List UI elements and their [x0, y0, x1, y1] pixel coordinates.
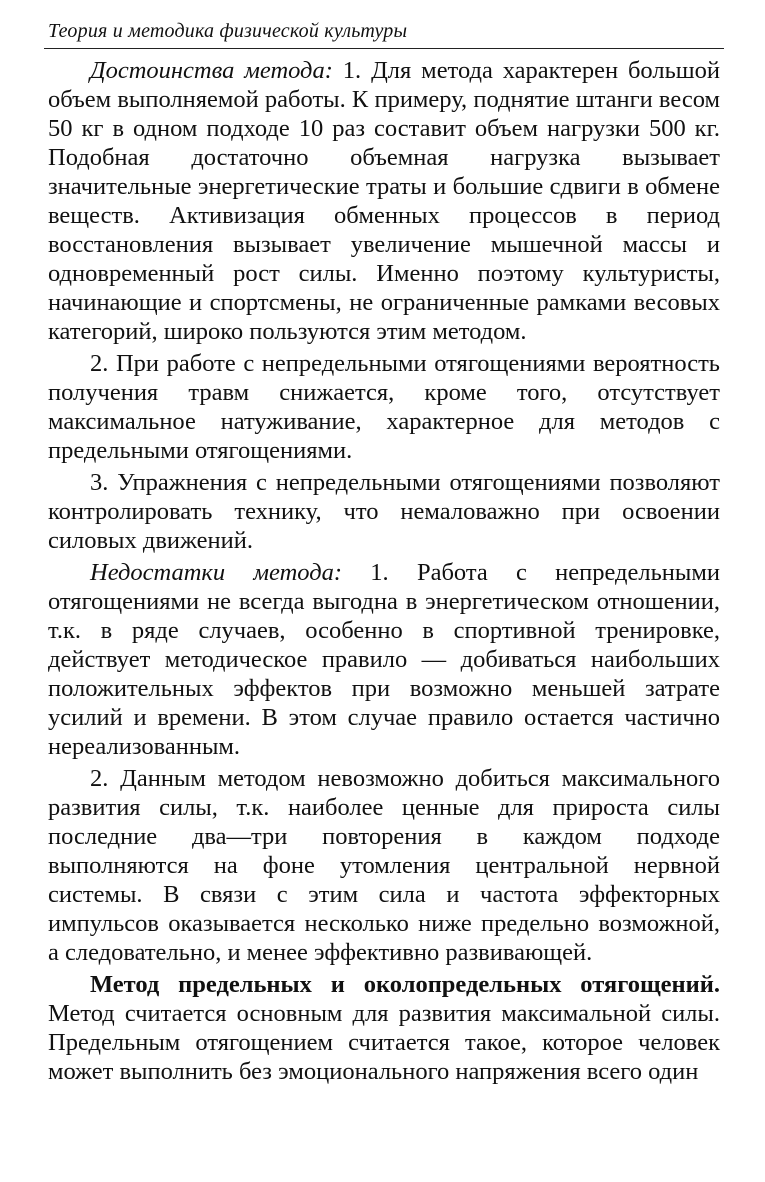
paragraph-disadvantages: [48, 558, 720, 761]
paragraph-method: [48, 970, 720, 1086]
paragraph-advantage-2: [48, 349, 720, 465]
paragraph-advantages: [48, 56, 720, 346]
paragraph-disadvantage-2: [48, 764, 720, 967]
advantage-2-text: 2. При работе с непредельными отягощениями вероятность получения травм снижается, кроме того, отсутствует максимальное натуживание, характерное для методов с предельными отягощениями.: [48, 350, 720, 464]
paragraph-advantage-3: [48, 468, 720, 555]
disadvantages-heading: Недостатки метода:: [90, 559, 343, 586]
page-body: [48, 56, 720, 1089]
advantage-3-text: 3. Упражнения с непредельными отягощениями позволяют контролировать технику, что немаловажно при освоении силовых движений.: [48, 469, 720, 554]
disadvantage-2-text: 2. Данным методом невозможно добиться максимального развития силы, т.к. наиболее ценные для прироста силы последние два—три повторения в каждом подходе выполняются на фоне утомления центральной нервной системы. В связи с этим сила и частота эффекторных импульсов оказывается несколько ниже предельно возможной, а следовательно, и менее эффективно развивающей.: [48, 765, 720, 966]
advantages-heading: Достоинства метода:: [90, 57, 333, 84]
advantages-text: 1. Для метода характерен большой объем выполняемой работы. К примеру, поднятие штанги весом 50 кг в одном подходе 10 раз составит объем нагрузки 500 кг. Подобная достаточно объемная нагрузка вызывает значительные энергетические траты и большие сдвиги в обмене веществ. Активизация обменных процессов в период восстановления вызывает увеличение мышечной массы и одновременный рост силы. Именно поэтому культуристы, начинающие и спортсмены, не ограниченные рамками весовых категорий, широко пользуются этим методом.: [48, 57, 720, 345]
method-text: Метод считается основным для развития максимальной силы. Предельным отягощением считается такое, которое человек может выполнить без эмоционального напряжения всего один: [48, 1000, 720, 1085]
method-heading: Метод предельных и околопредельных отягощений.: [90, 971, 720, 998]
header-rule: [44, 48, 724, 49]
running-header: Теория и методика физической культуры: [48, 20, 408, 42]
disadvantages-text: 1. Работа с непредельными отягощениями не всегда выгодна в энергетическом отношении, т.к. в ряде случаев, особенно в спортивной тренировке, действует методическое правило — добиваться наибольших положительных эффектов при возможно меньшей затрате усилий и времени. В этом случае правило остается частично нереализованным.: [48, 559, 720, 760]
